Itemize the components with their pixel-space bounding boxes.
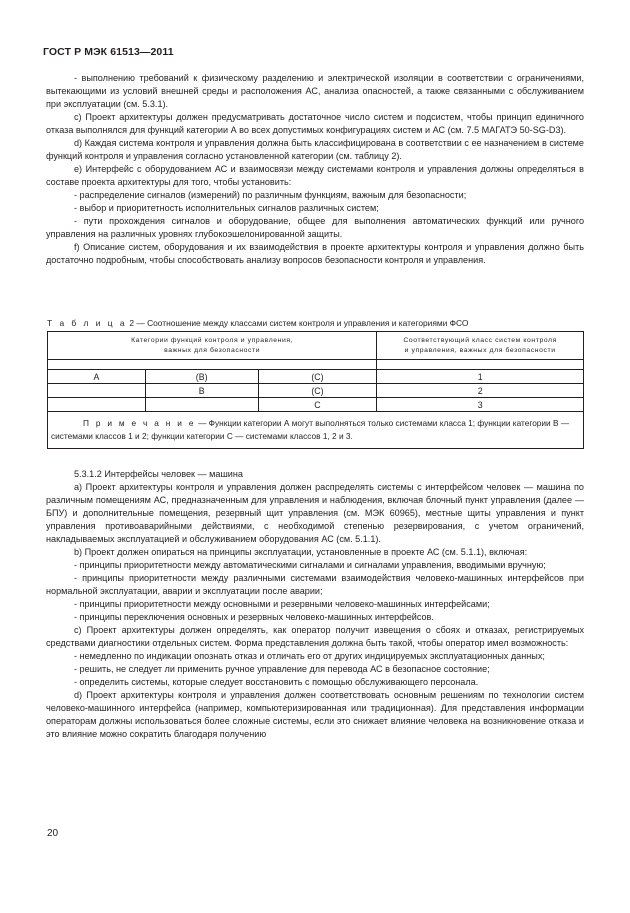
note-label: П р и м е ч а н и е [83, 418, 196, 428]
paragraph: a) Проект архитектуры контроля и управления должен распределять системы с интерфейсом человек — машина по различным помещениям АС, предназначенным для управления и наблюдения, включая блочный пункт управления (далее — БПУ) и дополнительные помещения, резервный щит управления (см. МЭК 60965), местные щиты управления и пункт управления противоаварийными действиями, с необходимой степенью резервирования, с учетом ограничений, накладываемых эксплуатацией и обслуживанием оборудования АС (см. 5.1.1). [46, 482, 584, 544]
table-row [48, 398, 584, 412]
table-cell: (С) [258, 370, 377, 384]
table-cell: 1 [377, 370, 584, 384]
table-cell [48, 398, 146, 412]
table-cell: 3 [377, 398, 584, 412]
table-spacer-row [48, 360, 584, 370]
table-caption-text: 2 — Соотношение между классами систем контроля и управления и категориями ФСО [129, 318, 469, 328]
table-cell: (В) [145, 370, 258, 384]
paragraph: d) Проект архитектуры контроля и управления должен соответствовать основным решениям по технологии систем человеко-машинного интерфейса (например, компьютеризированная или традиционная). Для представления информации операторам должны использоваться более сложные системы, если это снижает влияние человека на возникновение отказа и это влияние можно сократить благодаря получению [46, 690, 584, 739]
list-item: - принципы приоритетности между основными и резервными человеко-машинных интерфейсами; [74, 599, 490, 609]
list-item: - распределение сигналов (измерений) по различным функциям, важным для безопасности; [74, 190, 467, 200]
table-cell: С [258, 398, 377, 412]
text-block-top [46, 72, 584, 267]
table-cell [48, 384, 146, 398]
document-header [43, 46, 174, 58]
table-note-row [48, 412, 584, 449]
paragraph: - выполнению требований к физическому разделению и электрической изоляции в соответствии с ограничениями, вытекающими из условий внешней среды и расположения АС, анализа опасностей, а также связанными с обслуживанием при эксплуатации (см. 5.3.1). [46, 73, 584, 109]
table-cell: 2 [377, 384, 584, 398]
section-heading: 5.3.1.2 Интерфейсы человек — машина [74, 469, 243, 479]
paragraph: d) Каждая система контроля и управления должна быть классифицирована в соответствии с ее назначением в системе функций контроля и управления согласно установленной категории (см. таблицу 2). [46, 138, 584, 161]
list-item: - принципы приоритетности между автоматическими сигналами и сигналами управления, вводимыми вручную; [74, 560, 546, 570]
paragraph: f) Описание систем, оборудования и их взаимодействия в проекте архитектуры контроля и управления должно быть достаточно подробным, чтобы способствовать анализу вопросов безопасности контроля и управления. [46, 242, 584, 265]
paragraph: b) Проект должен опираться на принципы эксплуатации, установленные в проекте АС (см. 5.1.1), включая: [74, 547, 528, 557]
header-categories: Категории функций контроля и управления, важных для безопасности [48, 332, 377, 360]
table-cell: (С) [258, 384, 377, 398]
table-row [48, 370, 584, 384]
header-classes: Соответствующий класс систем контроля и управления, важных для безопасности [377, 332, 584, 360]
list-item: - принципы приоритетности между различными системами взаимодействия человеко-машинных интерфейсов при нормальной эксплуатации, аварии и эксплуатации после аварии; [46, 573, 584, 596]
paragraph: e) Интерфейс с оборудованием АС и взаимосвязи между системами контроля и управления должны определяться в составе проекта архитектуры для того, чтобы установить: [46, 164, 584, 187]
table-note [48, 412, 584, 449]
table-caption-label: Т а б л и ц а [47, 318, 128, 328]
table-caption [47, 318, 468, 328]
list-item: - выбор и приоритетность исполнительных сигналов различных систем; [74, 203, 379, 213]
paragraph: c) Проект архитектуры должен предусматривать достаточное число систем и подсистем, чтобы принцип единичного отказа выполнялся для функций категории А во всех допустимых конфигурациях систем и АС (см. 7.5 МАГАТЭ 50-SG-D3). [46, 112, 584, 135]
list-item: - принципы переключения основных и резервных человеко-машинных интерфейсов. [74, 612, 434, 622]
standard-id: ГОСТ Р МЭК 61513—2011 [43, 46, 174, 58]
table-cell: В [145, 384, 258, 398]
table-row [48, 384, 584, 398]
paragraph: c) Проект архитектуры должен определять, как оператор получит извещения о сбоях и отказах, регистрируемых средствами диагностики отдельных систем. Форма представления должна быть такой, чтобы оператор имел возможность: [46, 625, 584, 648]
category-class-table [47, 331, 584, 449]
table-cell: А [48, 370, 146, 384]
note-text: — Функции категории А могут выполняться только системами класса 1; функции категории В — системами классов 1 и 2; функции категории С — системами классов 1, 2 и 3. [51, 418, 570, 441]
list-item: - пути прохождения сигналов и оборудование, общее для выполнения автоматических функций или ручного управления на различных уровнях глубокоэшелонированной защиты. [46, 216, 584, 239]
list-item: - немедленно по индикации опознать отказ и отличать его от других индицируемых эксплуатационных данных; [74, 651, 545, 661]
list-item: - решить, не следует ли применить ручное управление для перевода АС в безопасное состояние; [74, 664, 490, 674]
list-item: - определить системы, которые следует восстановить с помощью обслуживающего персонала. [74, 677, 479, 687]
page-number: 20 [47, 828, 59, 839]
table-cell [145, 398, 258, 412]
text-block-bottom [46, 468, 584, 741]
table-header-row [48, 332, 584, 360]
